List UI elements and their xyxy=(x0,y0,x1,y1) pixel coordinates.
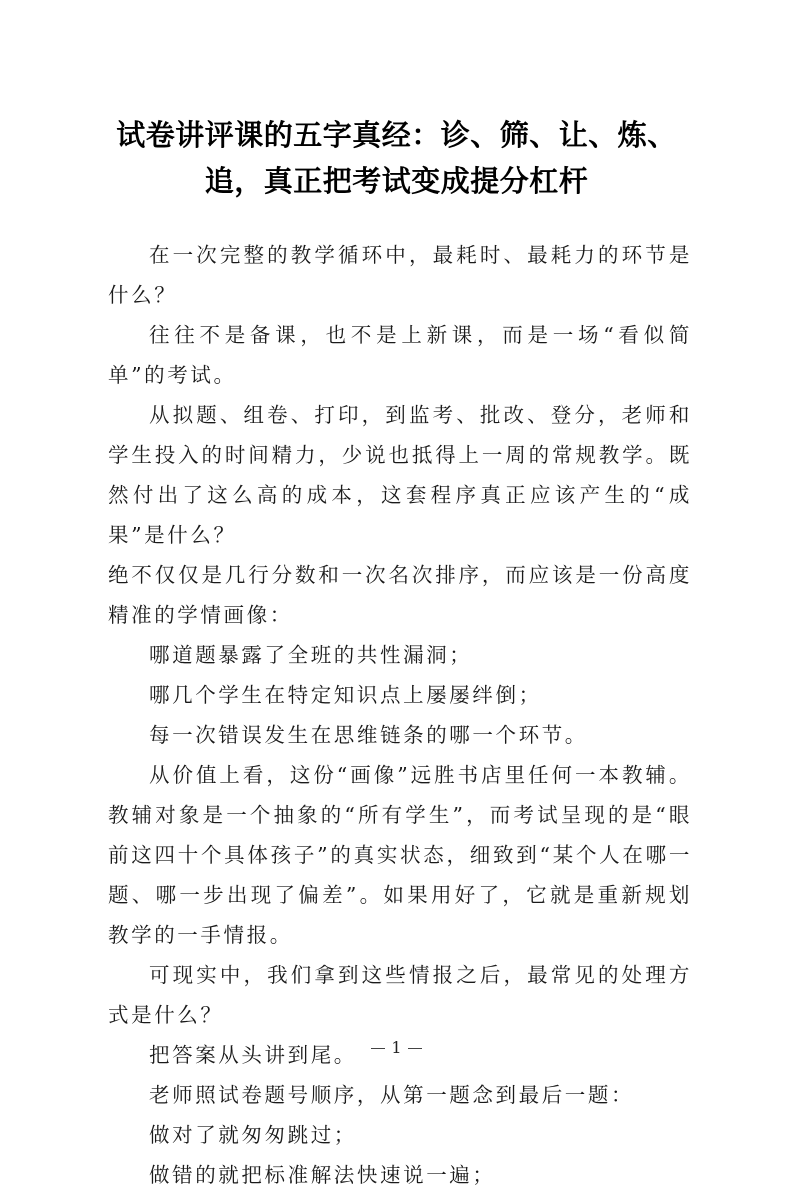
paragraph: 可现实中，我们拿到这些情报之后，最常见的处理方式是什么？ xyxy=(108,963,692,1027)
document-title xyxy=(100,112,693,204)
paragraph: 把答案从头讲到尾。 xyxy=(149,1043,357,1067)
title-line-1: 试卷讲评课的五字真经：诊、筛、让、炼、 xyxy=(116,118,677,152)
footer-dash-right xyxy=(408,1048,422,1049)
footer-dash-left xyxy=(371,1048,385,1049)
title-line-2: 追，真正把考试变成提分杠杆 xyxy=(204,164,589,198)
list-line: 哪道题暴露了全班的共性漏洞； xyxy=(149,643,473,667)
list-line: 做对了就匆匆跳过； xyxy=(149,1123,357,1147)
paragraph: 在一次完整的教学循环中，最耗时、最耗力的环节是什么？ xyxy=(108,243,692,307)
list-line: 做错的就把标准解法快速说一遍； xyxy=(149,1163,496,1187)
list-line: 每一次错误发生在思维链条的哪一个环节。 xyxy=(149,723,588,747)
paragraph: 从价值上看，这份“画像”远胜书店里任何一本教辅。教辅对象是一个抽象的“所有学生”，而考试呈现的是“眼前这四十个具体孩子”的真实状态，细致到“某个人在哪一题、哪一步出现了偏差”。如果用好了，它就是重新规划教学的一手情报。 xyxy=(108,763,692,947)
page-footer xyxy=(0,1038,793,1057)
paragraph: 老师照试卷题号顺序，从第一题念到最后一题： xyxy=(149,1083,635,1107)
paragraph: 从拟题、组卷、打印，到监考、批改、登分，老师和学生投入的时间精力，少说也抵得上一周的常规教学。既然付出了这么高的成本，这套程序真正应该产生的“成果”是什么？ xyxy=(108,403,692,547)
paragraph: 绝不仅仅是几行分数和一次名次排序，而应该是一份高度精准的学情画像： xyxy=(108,563,692,627)
list-line: 哪几个学生在特定知识点上屡屡绊倒； xyxy=(149,683,542,707)
paragraph: 往往不是备课，也不是上新课，而是一场“看似简单”的考试。 xyxy=(108,323,692,387)
page-number: 1 xyxy=(391,1038,402,1057)
